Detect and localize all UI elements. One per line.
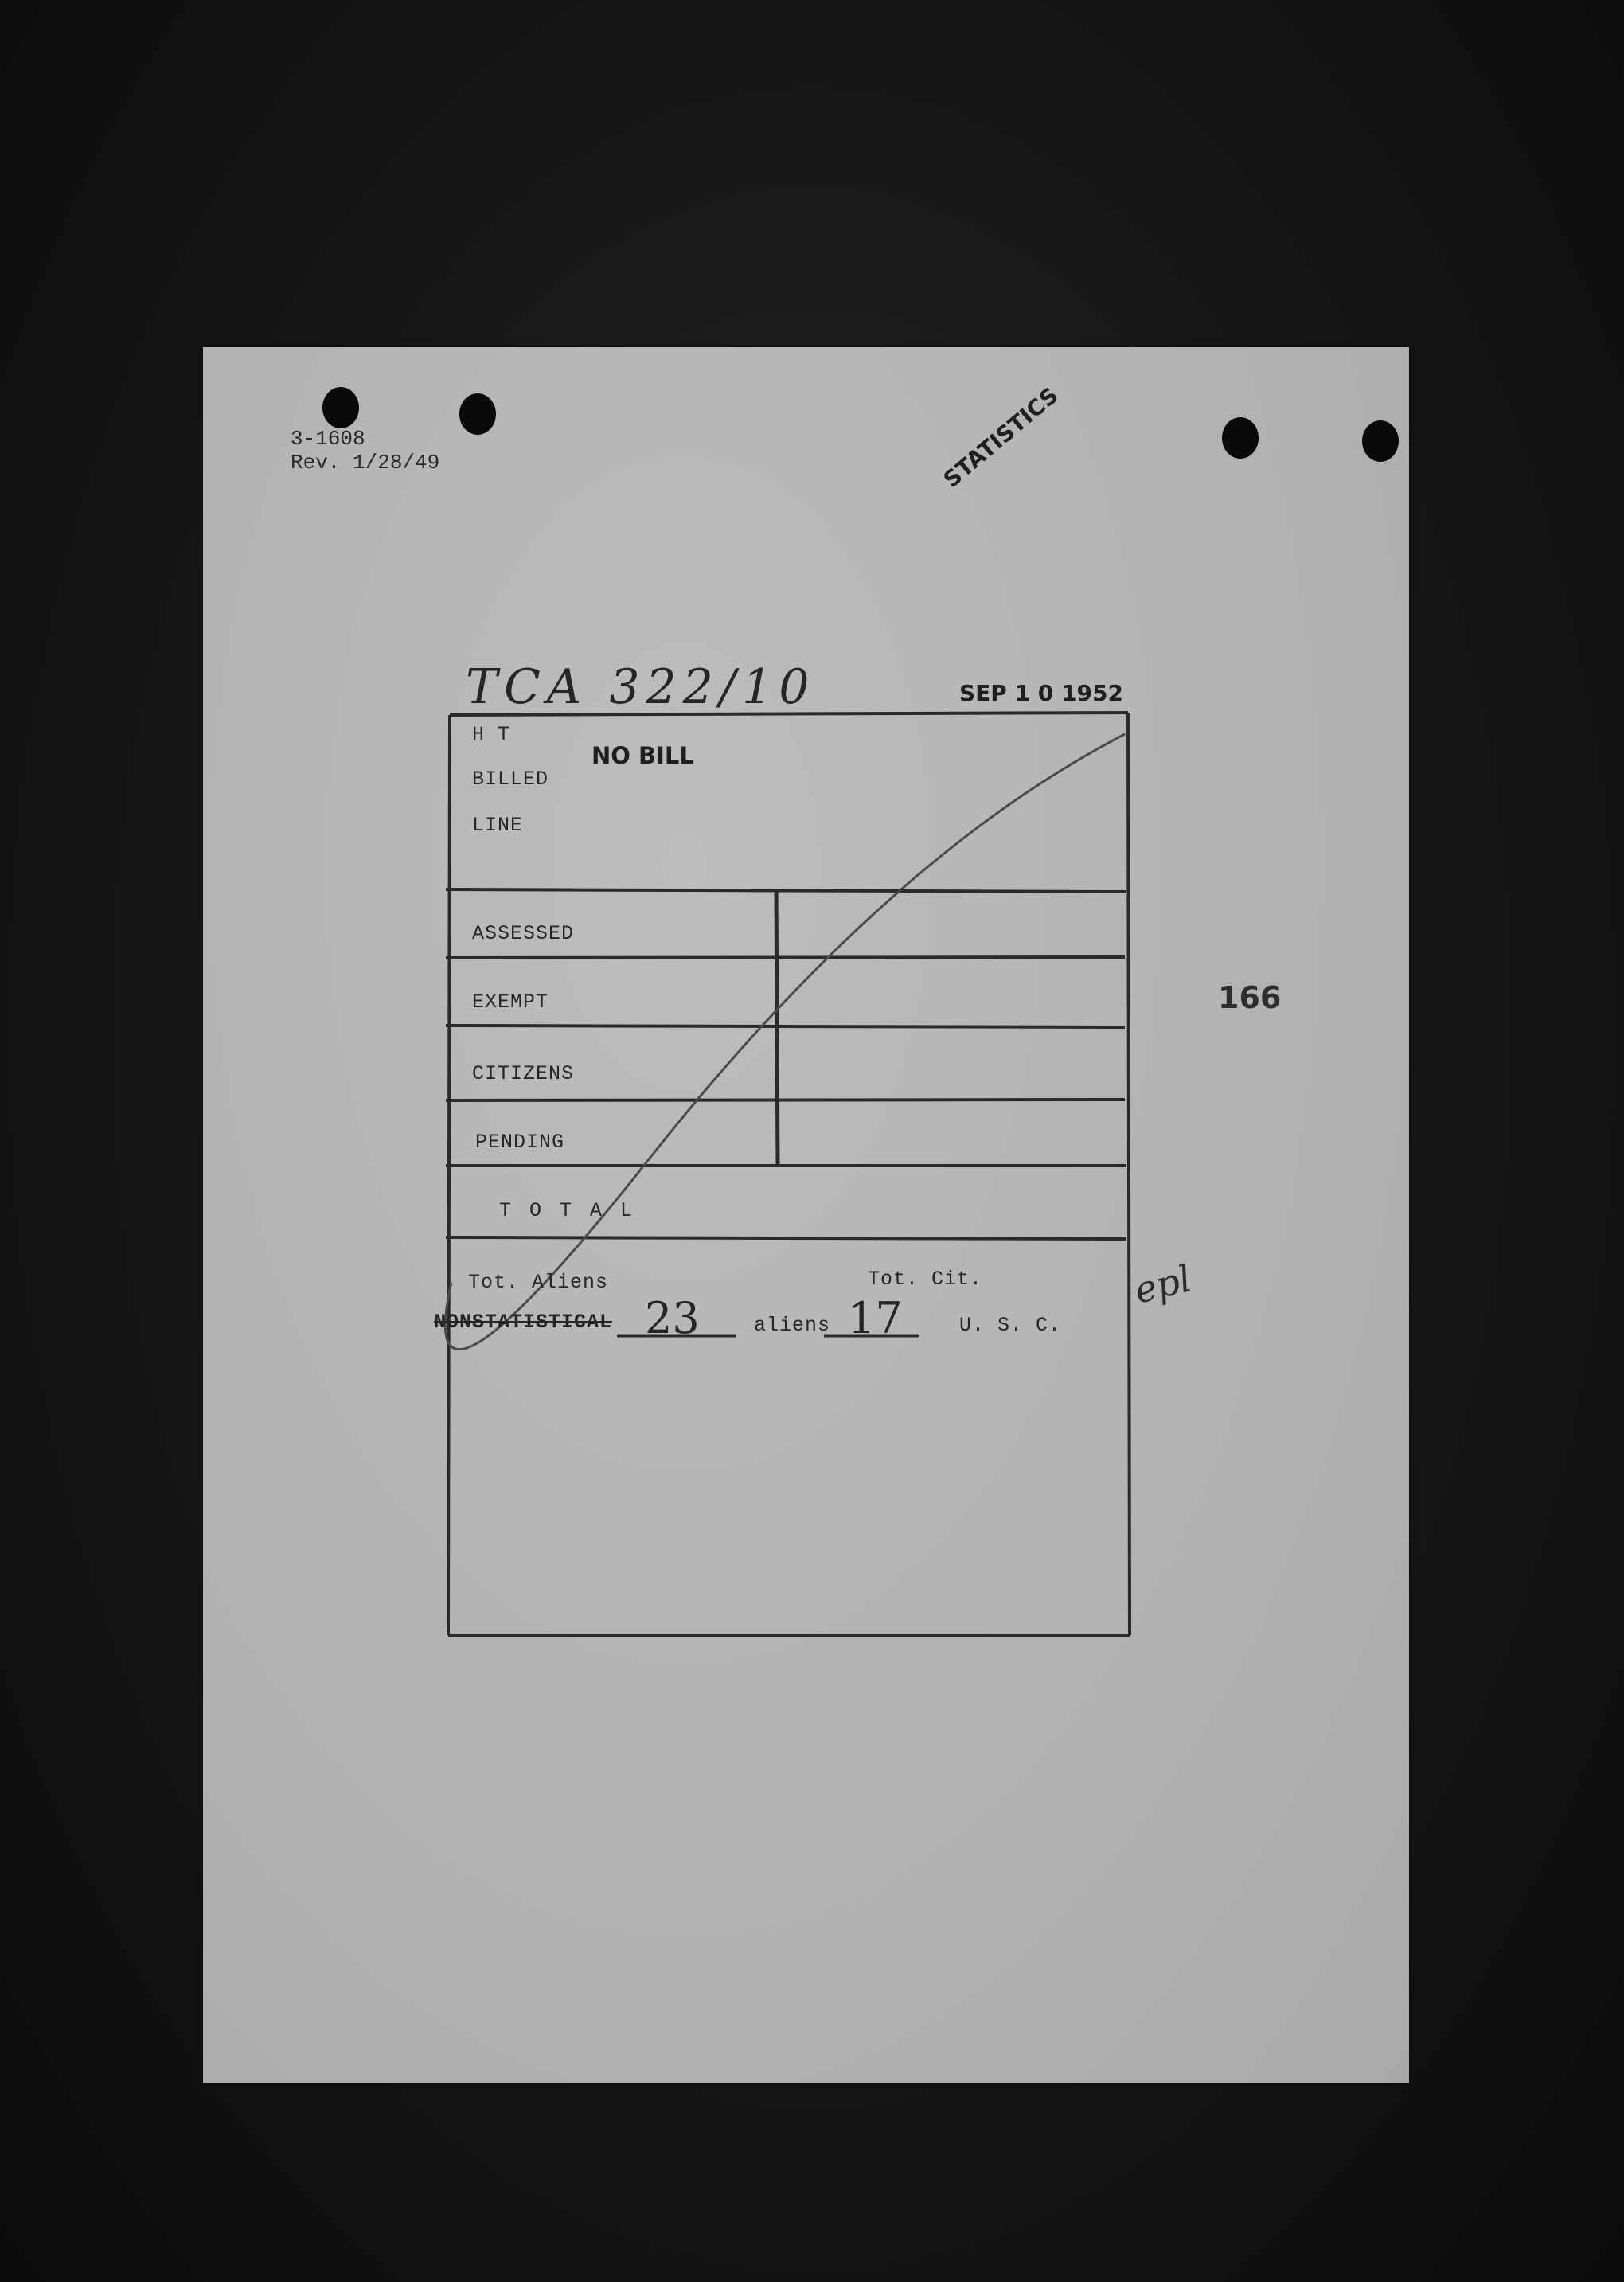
row-ht: H T (472, 723, 511, 746)
aliens-count: 23 (645, 1293, 700, 1343)
column-divider (776, 892, 778, 1166)
aliens-label: aliens (754, 1314, 831, 1337)
usc-label: U. S. C. (959, 1314, 1062, 1337)
diagonal-strike-line (445, 734, 1125, 1350)
row-tot-cit: Tot. Cit. (868, 1268, 983, 1291)
row-pending: PENDING (475, 1131, 565, 1154)
form-top-border (450, 713, 1128, 715)
row-citizens: CITIZENS (472, 1062, 575, 1085)
document-sheet (203, 347, 1409, 2083)
initials-signature: epl (1130, 1256, 1196, 1312)
rule-after-total (446, 1237, 1126, 1239)
no-bill-stamp: NO BILL (591, 742, 694, 769)
form-left-border (448, 715, 450, 1635)
form-number: 3-1608 (291, 427, 365, 451)
nonstatistical-label: NONSTATISTICAL (434, 1311, 613, 1334)
page-number: 166 (1218, 980, 1282, 1015)
rule-after-exempt (446, 1026, 1125, 1027)
form-right-border (1128, 713, 1130, 1635)
form-grid (203, 347, 1409, 2083)
row-exempt: EXEMPT (472, 991, 549, 1014)
row-billed: BILLED (472, 768, 549, 791)
date-stamp: SEP 1 0 1952 (959, 680, 1123, 706)
case-number: TCA 322/10 (466, 659, 816, 715)
rule-after-line (446, 889, 1126, 892)
rule-after-assessed (446, 957, 1125, 958)
row-assessed: ASSESSED (472, 922, 575, 945)
usc-count: 17 (848, 1293, 903, 1343)
statistics-stamp: STATISTICS (938, 381, 1064, 493)
row-tot-aliens: Tot. Aliens (468, 1271, 609, 1294)
row-line: LINE (472, 814, 524, 837)
row-total: T O T A L (499, 1199, 636, 1222)
form-revision: Rev. 1/28/49 (291, 451, 440, 475)
